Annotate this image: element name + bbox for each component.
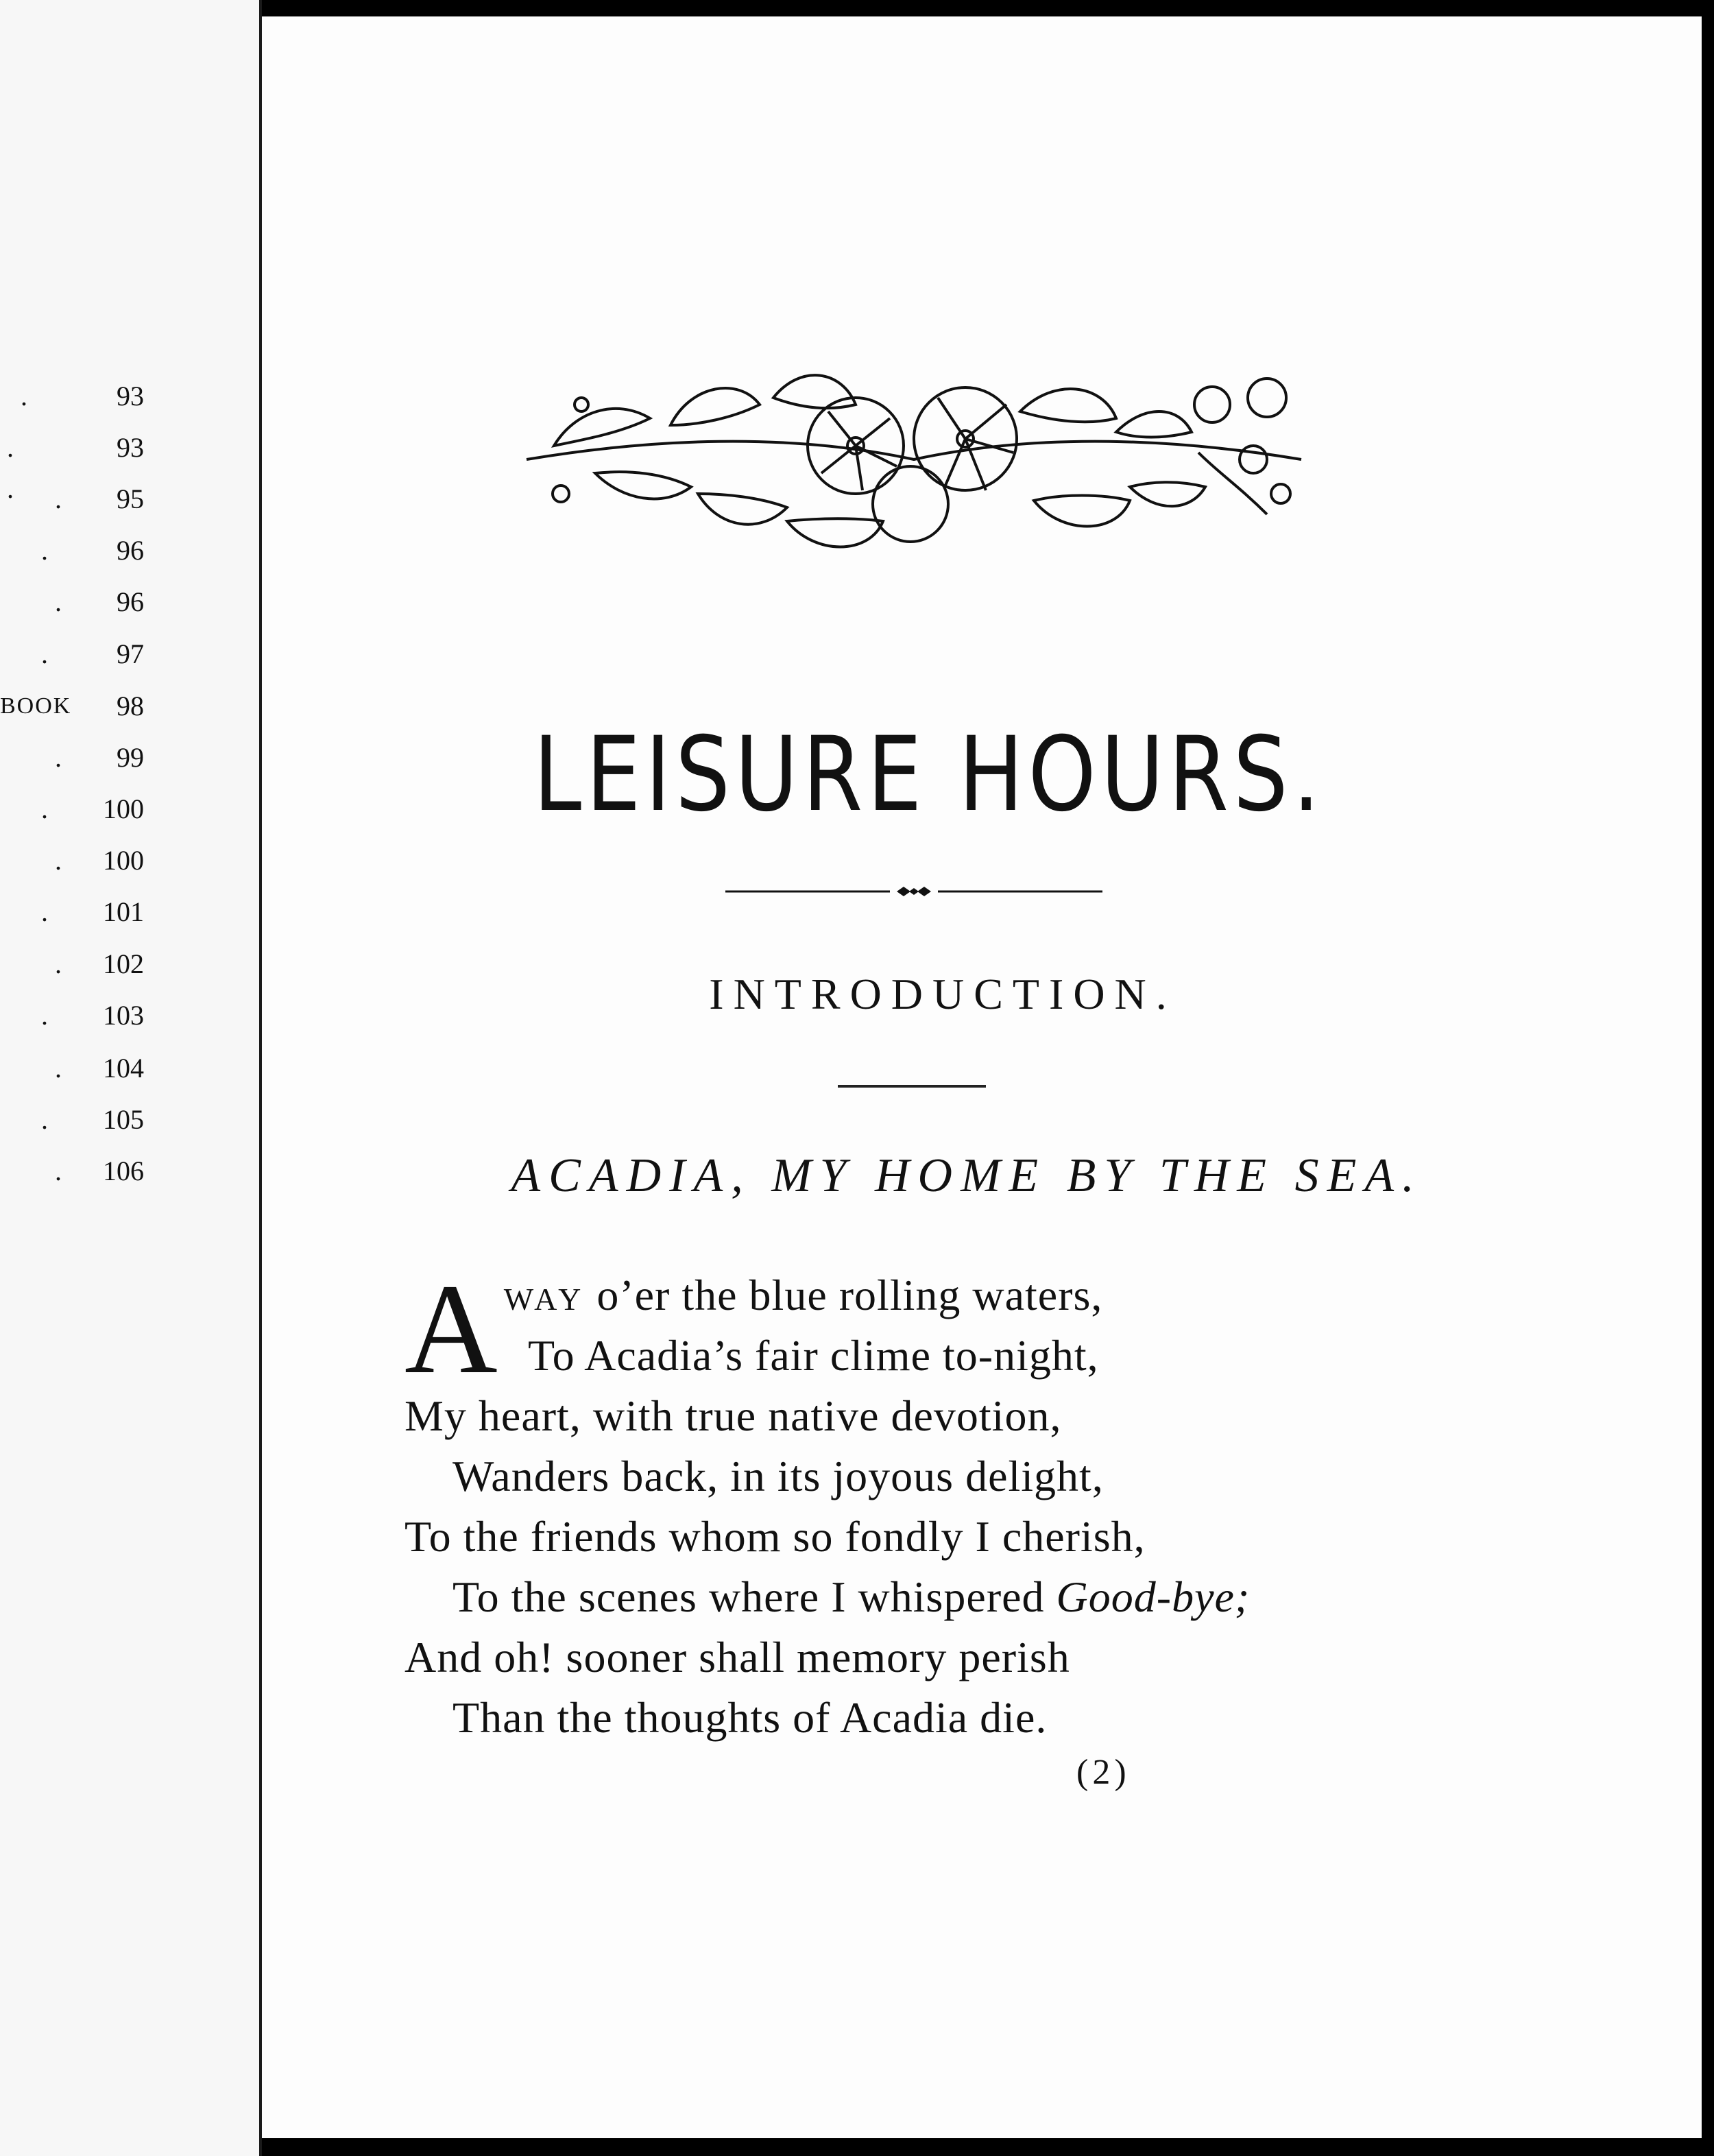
- scan-border: [1702, 0, 1714, 2156]
- poem-title: ACADIA, MY HOME BY THE SEA.: [511, 1149, 1423, 1202]
- section-heading: INTRODUCTION.: [709, 970, 1176, 1018]
- toc-entry-label: . .: [7, 432, 14, 504]
- facing-page: [0, 0, 259, 2156]
- toc-entry-label: .: [55, 1155, 62, 1186]
- toc-entry-page: 105: [103, 1104, 144, 1135]
- poem-line: [405, 1688, 1570, 1748]
- toc-entry: [0, 376, 151, 417]
- toc-entry-label: .: [55, 1053, 62, 1083]
- poem-line: [405, 1446, 1570, 1507]
- toc-entry: [0, 530, 151, 571]
- toc-entry: [0, 479, 151, 520]
- toc-entry-label: .: [55, 586, 62, 617]
- page-number: (2): [1076, 1753, 1131, 1792]
- toc-entry-page: 97: [117, 638, 144, 669]
- toc-entry-page: 102: [103, 948, 144, 979]
- decorative-rule-icon: [725, 885, 1102, 898]
- toc-entry-page: 95: [117, 483, 144, 514]
- poem-line: [405, 1265, 1570, 1326]
- poem-line-text: Than the thoughts of Acadia die.: [452, 1693, 1048, 1742]
- toc-entry-label: .: [41, 638, 48, 669]
- poem-line-text: Wanders back, in its joyous delight,: [452, 1452, 1104, 1500]
- poem-line: [405, 1567, 1570, 1627]
- toc-entry-label: .: [55, 845, 62, 876]
- toc-entry: [0, 840, 151, 881]
- toc-entry-page: 93: [117, 381, 144, 411]
- toc-entry-page: 101: [103, 896, 144, 927]
- poem-line: [405, 1386, 1570, 1446]
- toc-entry-page: 104: [103, 1053, 144, 1083]
- toc-entry-label: .: [41, 535, 48, 566]
- poem-lines: [405, 1326, 1570, 1748]
- toc-entry-page: 99: [117, 742, 144, 773]
- toc-entry-page: 93: [117, 432, 144, 463]
- poem-line: [405, 1627, 1570, 1688]
- book-title: LEISURE HOURS.: [533, 715, 1325, 835]
- toc-entry-label: .: [21, 381, 27, 411]
- toc-entry-page: 96: [117, 535, 144, 566]
- toc-entry-page: 106: [103, 1155, 144, 1186]
- poem-line-text: To the friends whom so fondly I cherish,: [405, 1512, 1146, 1561]
- poem-line: [405, 1326, 1570, 1386]
- toc-entry: [0, 634, 151, 675]
- poem-line-text: o’er the blue rolling waters,: [585, 1271, 1103, 1319]
- divider: [838, 1085, 986, 1088]
- poem-body: [405, 1257, 1570, 1748]
- toc-entry-label: .: [55, 742, 62, 773]
- poem-line-text: To Acadia’s fair clime to-night,: [528, 1331, 1099, 1380]
- toc-entry-page: 96: [117, 586, 144, 617]
- floral-ornament-icon: [513, 357, 1315, 562]
- toc-entry: [0, 1048, 151, 1089]
- toc-entry: [0, 891, 151, 933]
- poem-line-emphasis: Good-bye;: [1056, 1572, 1251, 1621]
- poem-line-text: And oh! sooner shall memory perish: [405, 1633, 1070, 1681]
- toc-entry-label: .: [41, 1000, 48, 1031]
- book-page: [262, 16, 1702, 2138]
- drop-cap: A: [405, 1257, 498, 1400]
- toc-entry-label: .: [41, 896, 48, 927]
- toc-entry: [0, 582, 151, 623]
- toc-entry-label: .: [55, 948, 62, 979]
- toc-entry: [0, 789, 151, 830]
- toc-entry-label: .: [41, 1104, 48, 1135]
- toc-entry-label: .: [55, 483, 62, 514]
- toc-entry-label: BOOK: [0, 693, 72, 719]
- toc-entry-page: 103: [103, 1000, 144, 1031]
- toc-entry-page: 100: [103, 793, 144, 824]
- poem-line-text: To the scenes where I whispered: [452, 1572, 1057, 1621]
- toc-entry: [0, 737, 151, 778]
- toc-entry-label: .: [41, 793, 48, 824]
- poem-line: [405, 1507, 1570, 1567]
- toc-entry: [0, 1099, 151, 1140]
- toc-entry-page: 98: [117, 691, 144, 721]
- poem-line-caps: WAY: [503, 1282, 586, 1317]
- poem-line-text: My heart, with true native devotion,: [405, 1391, 1062, 1440]
- toc-entry-page: 100: [103, 845, 144, 876]
- toc-entry: [0, 686, 151, 727]
